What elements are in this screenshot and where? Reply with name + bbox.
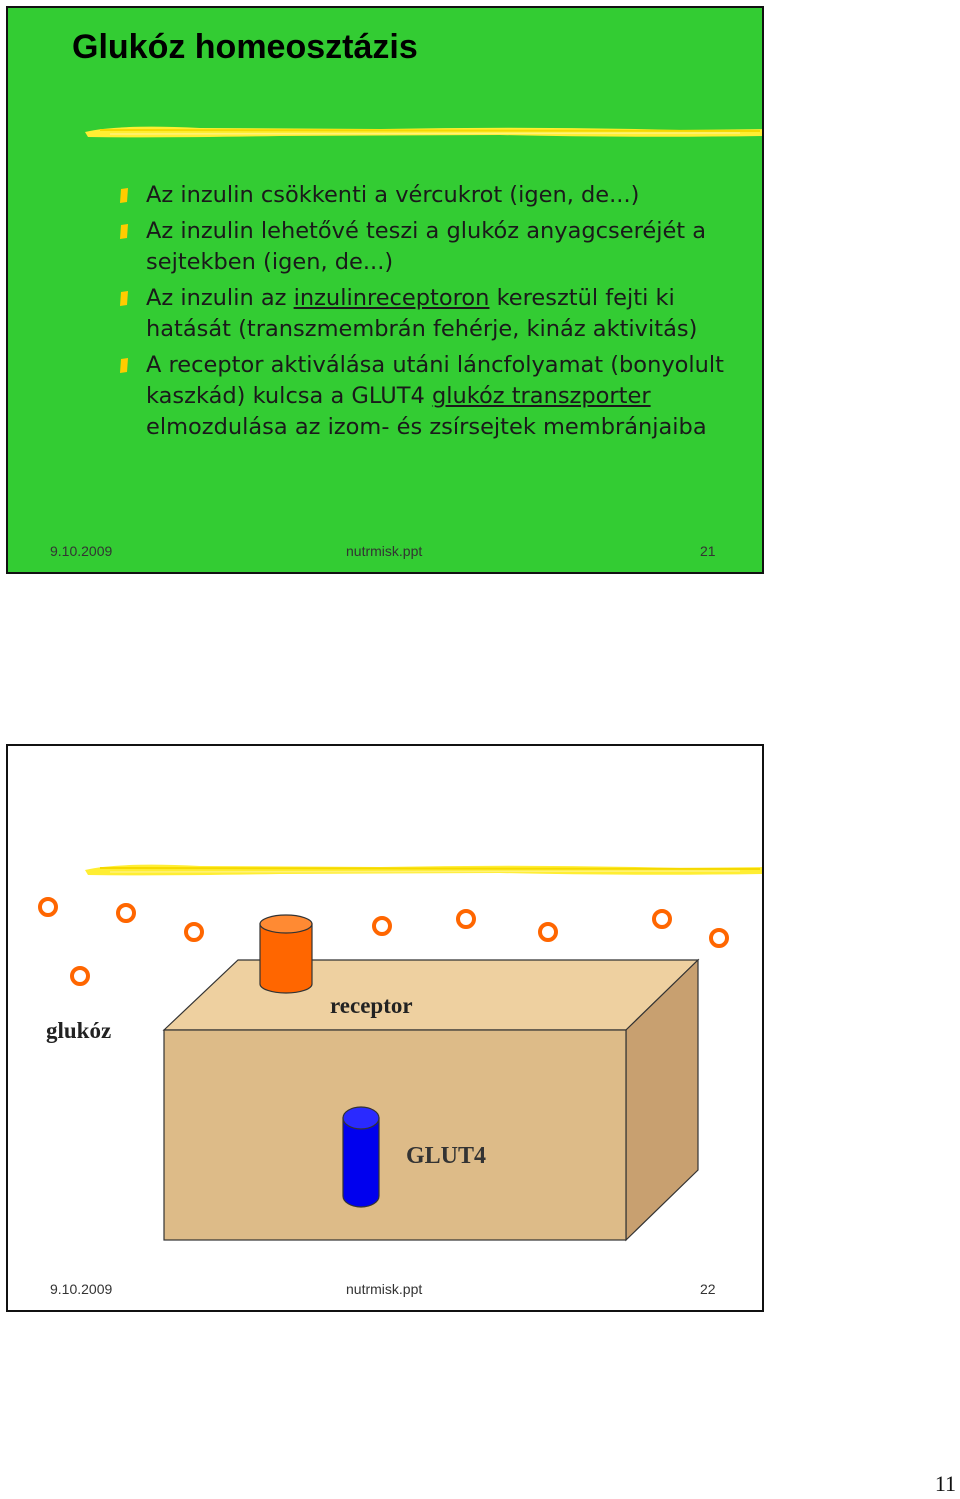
footer-filename: nutrmisk.ppt — [346, 1281, 423, 1297]
cell-top-face — [164, 960, 698, 1030]
glucose-molecule — [118, 905, 134, 921]
glucose-molecule — [186, 924, 202, 940]
glucose-molecule — [540, 924, 556, 940]
footer-date: 9.10.2009 — [50, 543, 113, 559]
bullet-item — [118, 216, 738, 278]
label-glut4: GLUT4 — [406, 1143, 487, 1169]
glucose-molecule — [374, 918, 390, 934]
bullet-list — [118, 180, 738, 448]
bullet-item — [118, 283, 738, 345]
slide-21 — [6, 6, 764, 574]
footer-slide-number: 22 — [700, 1281, 716, 1297]
bullet-text: Az inzulin lehetővé teszi a glukóz anyagcseréjét a sejtekben (igen, de...) — [146, 218, 707, 275]
cell-front-face — [164, 1030, 626, 1240]
glut4-transporter-shape — [343, 1107, 379, 1207]
glucose-molecule — [654, 911, 670, 927]
footer-date: 9.10.2009 — [50, 1281, 113, 1297]
page-number: 11 — [934, 1471, 956, 1496]
slide-title: Glukóz homeosztázis — [72, 28, 418, 66]
brush-stroke-divider — [80, 120, 764, 140]
cell-diagram — [8, 746, 764, 1312]
bullet-icon — [120, 188, 129, 203]
cell-box — [164, 960, 698, 1240]
glucose-molecule — [40, 899, 56, 915]
bullet-icon — [120, 358, 129, 373]
bullet-item — [118, 350, 738, 443]
label-receptor: receptor — [330, 993, 413, 1018]
bullet-text: Az inzulin az — [146, 285, 294, 311]
bullet-item — [118, 180, 738, 211]
hyperlink-glukoz-transzporter[interactable]: glukóz transzporter — [431, 383, 651, 409]
bullet-text: Az inzulin csökkenti a vércukrot (igen, de...) — [146, 182, 640, 208]
footer-filename: nutrmisk.ppt — [346, 543, 423, 559]
footer-slide-number: 21 — [700, 543, 716, 559]
bullet-icon — [120, 291, 129, 306]
glucose-molecule — [458, 911, 474, 927]
receptor-shape — [260, 915, 312, 993]
bullet-icon — [120, 224, 129, 239]
bullet-text: A receptor aktiválása utáni láncfolyamat (bonyolult kaszkád) kulcsa a GLUT4 — [146, 352, 725, 409]
slide-22 — [6, 744, 764, 1312]
hyperlink-inzulinreceptor[interactable]: inzulinreceptoron — [293, 285, 490, 311]
glucose-molecule — [72, 968, 88, 984]
bullet-text: elmozdulása az izom- és zsírsejtek membránjaiba — [146, 414, 707, 440]
bullet-text: keresztül fejti ki hatását (transzmembrán fehérje, kináz aktivitás) — [146, 285, 698, 342]
glucose-molecule — [711, 930, 727, 946]
label-glukoz: glukóz — [46, 1018, 112, 1043]
